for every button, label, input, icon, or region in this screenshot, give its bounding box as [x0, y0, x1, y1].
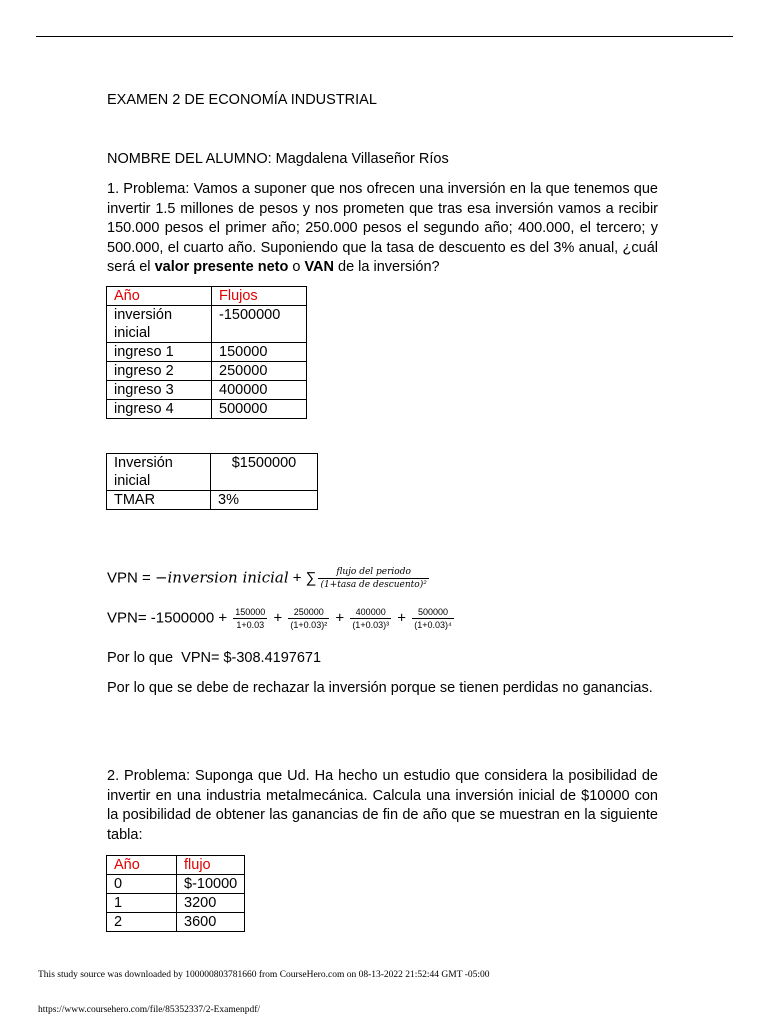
table-header-cell: Flujos	[212, 287, 307, 306]
problem-1-bold-van: VAN	[304, 259, 334, 275]
table-row	[107, 491, 318, 510]
table-cell: 3200	[177, 894, 245, 913]
download-notice: This study source was downloaded by 100000803781660 from CourseHero.com on 08-13-2022 21:52:44 GMT -05:00	[38, 970, 490, 980]
formula-term: −inversion inicial	[154, 568, 289, 587]
table-cell: ingreso 4	[107, 400, 212, 419]
source-url[interactable]: https://www.coursehero.com/file/85352337/2-Examenpdf/	[38, 1005, 261, 1015]
fraction-numerator: 500000	[412, 606, 454, 619]
table-row	[107, 343, 307, 362]
calc-fraction	[350, 606, 391, 631]
table-cell: 500000	[212, 400, 307, 419]
problem-2-table	[106, 855, 245, 932]
table-header-row	[107, 287, 307, 306]
table-cell: ingreso 1	[107, 343, 212, 362]
exam-title: EXAMEN 2 DE ECONOMÍA INDUSTRIAL	[107, 92, 377, 108]
problem-1-text-after: de la inversión?	[334, 259, 440, 275]
fraction-denominator: (1+0.03)³	[352, 620, 390, 630]
table-cell: 3%	[211, 491, 318, 510]
problem-1-statement	[107, 180, 658, 278]
formula-sum: + ∑	[288, 569, 317, 587]
table-cell: 1	[107, 894, 177, 913]
calc-fraction	[412, 606, 454, 631]
table-cell: Inversión inicial	[107, 454, 211, 491]
table-row	[107, 913, 245, 932]
table-cell: ingreso 3	[107, 381, 212, 400]
problem-1-bold-vpn: valor presente neto	[154, 259, 289, 275]
table-header-cell: Año	[107, 287, 212, 306]
table-row	[107, 400, 307, 419]
table-cell: ingreso 2	[107, 362, 212, 381]
problem-1-text-mid: o	[288, 259, 305, 275]
parameters-table	[106, 453, 318, 510]
fraction-numerator: 250000	[288, 606, 329, 619]
table-header-cell: Año	[107, 856, 177, 875]
table-row	[107, 875, 245, 894]
table-cell: TMAR	[107, 491, 211, 510]
student-name: NOMBRE DEL ALUMNO: Magdalena Villaseñor Ríos	[107, 151, 449, 167]
table-header-row	[107, 856, 245, 875]
calc-fraction	[233, 606, 267, 631]
calc-fraction	[288, 606, 329, 631]
table-cell: 2	[107, 913, 177, 932]
table-cell: inversión inicial	[107, 306, 212, 343]
fraction-numerator: flujo del periodo	[318, 566, 428, 579]
vpn-calculation: VPN= -1500000 + $\frac{150000}{1+0.03}$ + $\frac{250000}{\text{(1+0.03)²}}$ + $\frac{400000}{\text{(1+0.03)³}}$ + $\frac{500000}{\text{(1+0.03)⁴}}$	[107, 607, 452, 630]
table-cell: 0	[107, 875, 177, 894]
conclusion: Por lo que se debe de rechazar la inversión porque se tienen perdidas no ganancias.	[107, 680, 653, 696]
fraction-numerator: 400000	[350, 606, 391, 619]
problem-1-text-before: 1. Problema: Vamos a suponer que nos ofrecen una inversión en la que tenemos que invertir 1.5 millones de pesos y nos prometen que tras esa inversión vamos a recibir 150.000 pesos el primer año; 250.000 pesos el segundo año; 400.000, el tercero; y 500.000, el cuarto año. Suponiendo que la tasa de descuento es del 3% anual, ¿cuál será el	[107, 181, 658, 275]
formula-fraction	[318, 566, 428, 591]
fraction-denominator: 1+0.03	[236, 620, 265, 630]
table-cell: $1500000	[211, 454, 318, 491]
table-cell: $-10000	[177, 875, 245, 894]
table-cell: -1500000	[212, 306, 307, 343]
fraction-denominator: (1+0.03)⁴	[414, 620, 452, 630]
problem-2-statement: 2. Problema: Suponga que Ud. Ha hecho un estudio que considera la posibilidad de invertir en una industria metalmecánica. Calcula una inversión inicial de $10000 con la posibilidad de obtener las ganancias de fin de año que se muestran en la siguiente tabla:	[107, 768, 658, 843]
table-row	[107, 306, 307, 343]
table-row	[107, 381, 307, 400]
table-cell: 250000	[212, 362, 307, 381]
table-cell: 150000	[212, 343, 307, 362]
vpn-formula	[107, 566, 431, 591]
top-rule	[36, 36, 733, 37]
fraction-denominator: (1+tasa de descuento)²	[320, 580, 427, 590]
fraction-numerator: 150000	[235, 607, 266, 617]
table-row	[107, 454, 318, 491]
calc-lhs: VPN= -1500000 +	[107, 609, 232, 627]
table-cell: 400000	[212, 381, 307, 400]
table-row	[107, 894, 245, 913]
cashflow-table	[106, 286, 307, 419]
formula-lhs: VPN =	[107, 569, 155, 587]
table-row	[107, 362, 307, 381]
vpn-result: Por lo que VPN= $-308.4197671	[107, 650, 322, 666]
fraction-denominator: (1+0.03)²	[290, 620, 328, 630]
table-cell: 3600	[177, 913, 245, 932]
table-header-cell: flujo	[177, 856, 245, 875]
